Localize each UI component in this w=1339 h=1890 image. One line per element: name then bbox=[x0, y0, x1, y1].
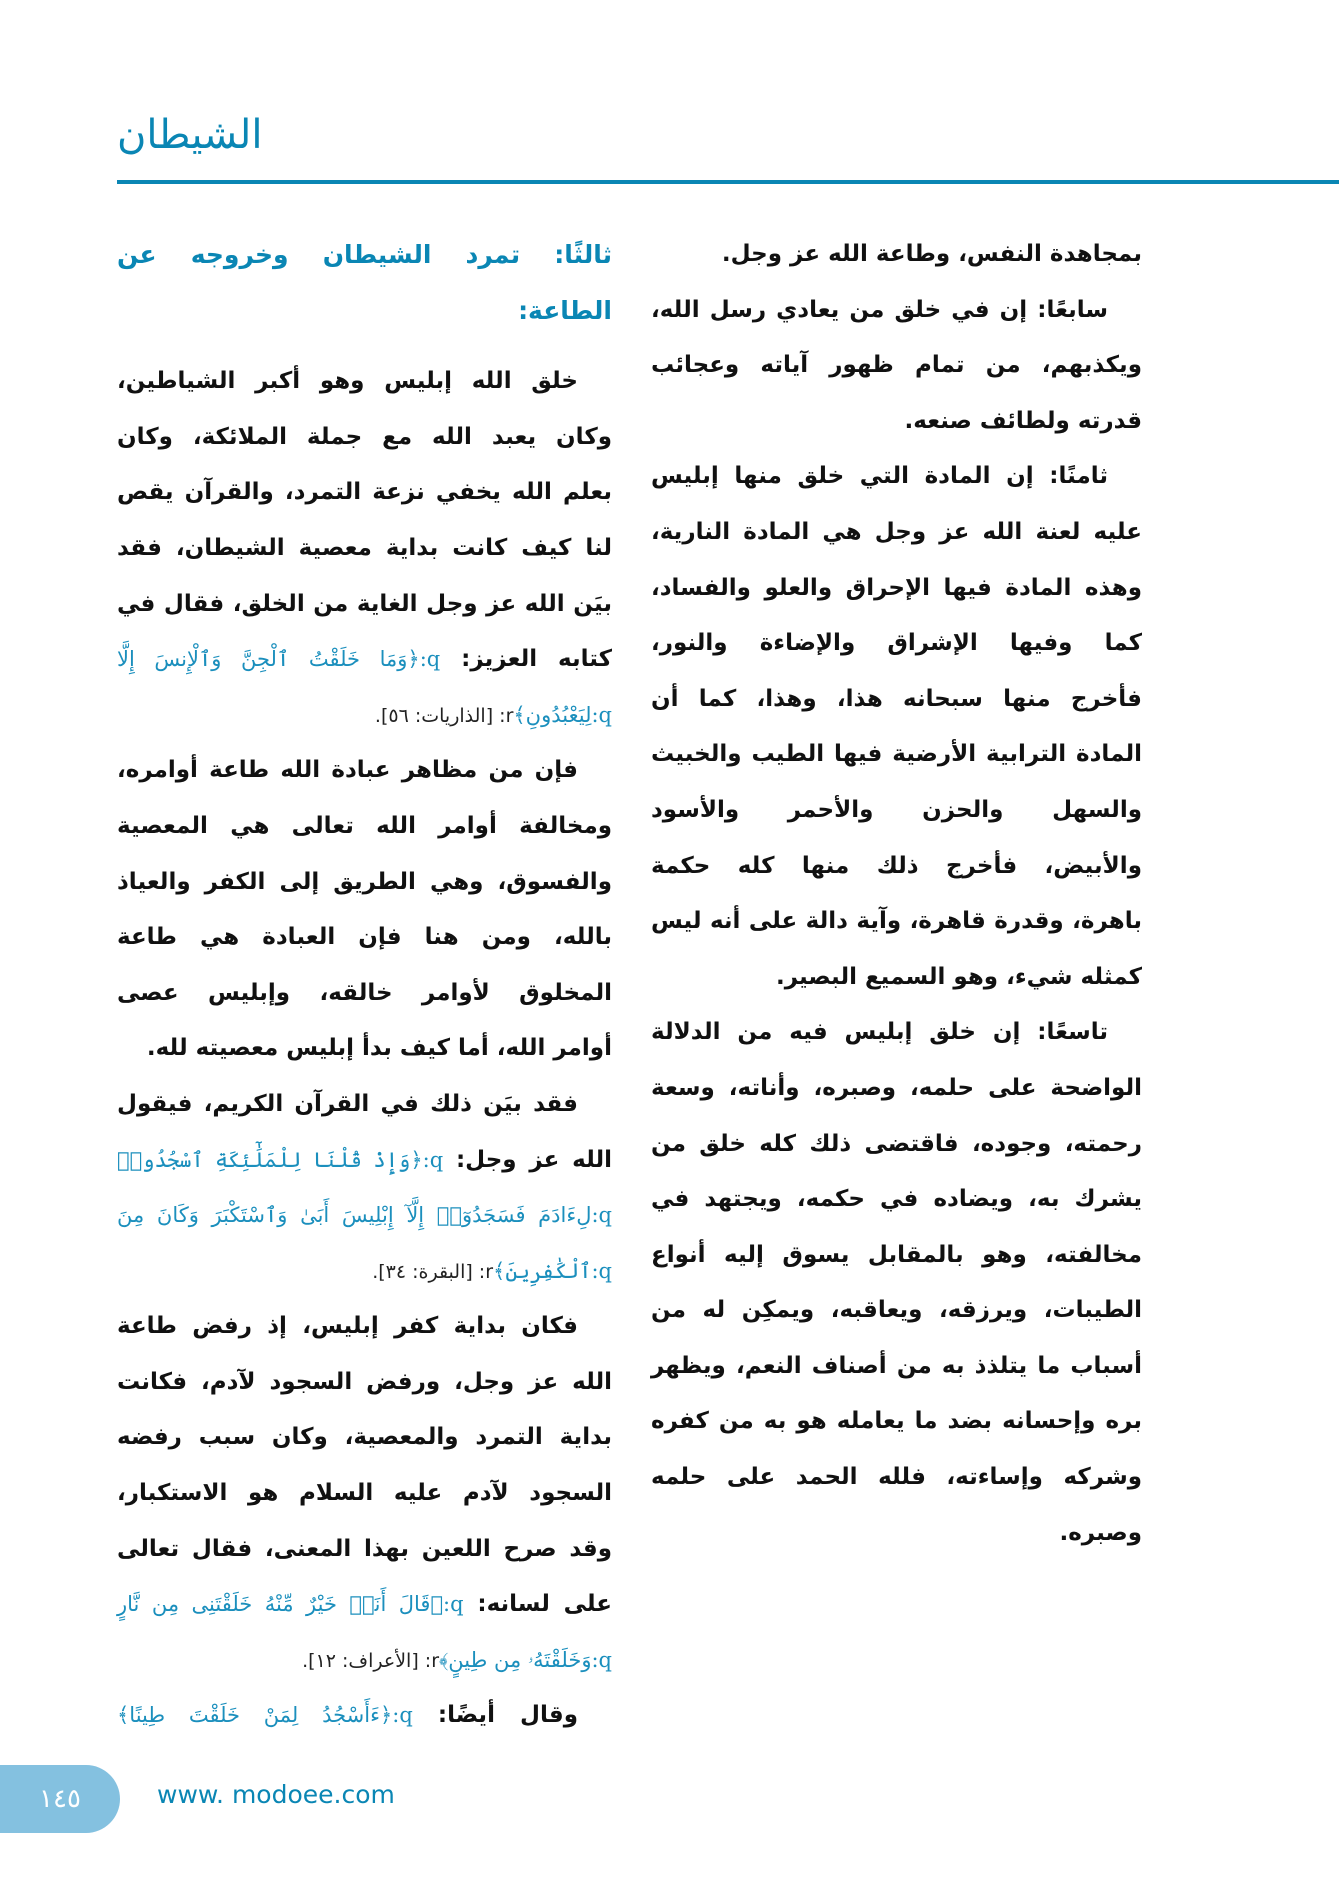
quran-verse: q:لِيَعْبُدُونِ﴾ bbox=[513, 702, 612, 727]
website-link[interactable]: www. modoee.com bbox=[157, 1780, 395, 1809]
body-text: بره وإحسانه بضد ما يعامله هو به من كفره bbox=[651, 1408, 1142, 1435]
body-text: بالله، ومن هنا فإن العبادة هي طاعة bbox=[117, 924, 612, 951]
text-line bbox=[651, 616, 1142, 672]
text-line bbox=[651, 561, 1142, 617]
text-line bbox=[117, 1466, 612, 1522]
text-line bbox=[651, 283, 1142, 339]
body-text: لنا كيف كانت بداية معصية الشيطان، فقد bbox=[117, 534, 612, 561]
text-line bbox=[651, 1228, 1142, 1284]
text-line bbox=[651, 1339, 1142, 1395]
quran-verse: q:﴿وَإِذْ قُلْنَا لِلْمَلَٰٓئِكَةِ ٱسْجُدُوا۟ bbox=[117, 1147, 444, 1172]
body-text: فقد بيَن ذلك في القرآن الكريم، فيقول bbox=[117, 1090, 578, 1117]
text-line bbox=[651, 505, 1142, 561]
body-text: وصبره. bbox=[1059, 1519, 1142, 1546]
text-line bbox=[117, 1688, 612, 1744]
section-heading bbox=[117, 227, 612, 338]
text-line bbox=[117, 966, 612, 1022]
body-text: كما وفيها الإشراق والإضاءة والنور، bbox=[651, 630, 1142, 657]
body-text: وقال أيضًا: bbox=[412, 1702, 578, 1729]
body-text: كمثله شيء، وهو السميع البصير. bbox=[775, 963, 1142, 990]
text-line bbox=[117, 1410, 612, 1466]
quran-verse: q:﴿وَمَا خَلَقْتُ ٱلْجِنَّ وَٱلْإِنسَ إِلَّا bbox=[117, 647, 441, 672]
text-line bbox=[117, 1355, 612, 1411]
quran-verse: q:ٱلْكَٰفِرِينَ﴾ bbox=[493, 1258, 612, 1283]
text-line bbox=[117, 1299, 612, 1355]
body-text: والسهل والحزن والأحمر والأسود bbox=[651, 796, 1142, 823]
text-line bbox=[117, 1577, 612, 1633]
body-text: بداية التمرد والمعصية، وكان سبب رفضه bbox=[117, 1424, 612, 1451]
text-line bbox=[651, 1005, 1142, 1061]
chapter-title: الشيطان bbox=[117, 112, 263, 158]
body-text: ويكذبهم، من تمام ظهور آياته وعجائب bbox=[651, 352, 1142, 379]
quran-verse: q:لِءَادَمَ فَسَجَدُوٓا۟ إِلَّآ إِبْلِيسَ أَبَىٰ وَٱسْتَكْبَرَ وَكَانَ مِنَ bbox=[117, 1203, 612, 1228]
body-text: وهذه المادة فيها الإحراق والعلو والفساد، bbox=[651, 574, 1142, 601]
body-text: باهرة، وقدرة قاهرة، وآية دالة على أنه ليس bbox=[651, 908, 1142, 935]
section-heading-line: الطاعة: bbox=[518, 295, 612, 325]
text-line bbox=[117, 1633, 612, 1689]
body-text: يشرك به، ويضاده في حكمه، ويجتهد في bbox=[651, 1186, 1142, 1213]
text-line bbox=[117, 1522, 612, 1578]
text-line bbox=[651, 727, 1142, 783]
quran-verse: q:﴿قَالَ أَنَا۠ خَيْرٌ مِّنْهُ خَلَقْتَنِى مِن نَّارٍ bbox=[117, 1592, 464, 1617]
left-column-body bbox=[117, 354, 612, 1744]
verse-reference: r: [الذاريات: ٥٦]. bbox=[374, 704, 514, 727]
text-line bbox=[651, 1172, 1142, 1228]
text-line bbox=[651, 1283, 1142, 1339]
text-line bbox=[117, 855, 612, 911]
body-text: الواضحة على حلمه، وصبره، وأناته، وسعة bbox=[651, 1074, 1142, 1101]
body-text: وشركه وإساءته، فلله الحمد على حلمه bbox=[651, 1464, 1142, 1491]
text-line bbox=[117, 632, 612, 688]
body-text: أوامر الله، أما كيف بدأ إبليس معصيته لله. bbox=[146, 1035, 612, 1062]
body-text: فأخرج منها سبحانه هذا، وهذا، كما أن bbox=[651, 685, 1142, 712]
text-line bbox=[651, 839, 1142, 895]
text-line bbox=[117, 743, 612, 799]
text-line bbox=[117, 688, 612, 744]
body-text: فإن من مظاهر عبادة الله طاعة أوامره، bbox=[117, 757, 578, 784]
body-text: السجود لآدم عليه السلام هو الاستكبار، bbox=[117, 1480, 612, 1507]
verse-reference: r: [الأعراف: ١٢]. bbox=[302, 1649, 439, 1672]
text-line bbox=[651, 1450, 1142, 1506]
body-text: الطيبات، ويرزقه، ويعاقبه، ويمكِن له من bbox=[651, 1297, 1142, 1324]
body-text: ومخالفة أوامر الله تعالى هي المعصية bbox=[117, 812, 612, 839]
body-text: والأبيض، فأخرج ذلك منها كله حكمة bbox=[651, 852, 1142, 879]
text-line bbox=[117, 799, 612, 855]
header-divider bbox=[117, 180, 1339, 184]
text-line bbox=[651, 227, 1142, 283]
body-text: بمجاهدة النفس، وطاعة الله عز وجل. bbox=[721, 241, 1142, 267]
text-line bbox=[651, 394, 1142, 450]
text-line bbox=[117, 1133, 612, 1189]
text-line bbox=[117, 1244, 612, 1300]
right-column bbox=[651, 227, 1142, 1561]
text-line bbox=[117, 410, 612, 466]
text-line bbox=[651, 1117, 1142, 1173]
body-text: سابعًا: إن في خلق من يعادي رسل الله، bbox=[651, 296, 1108, 323]
body-text: ثامنًا: إن المادة التي خلق منها إبليس bbox=[651, 463, 1108, 490]
body-text: رحمته، وجوده، فاقتضى ذلك كله خلق من bbox=[651, 1130, 1142, 1157]
quran-verse: q:﴿ءَأَسْجُدُ لِمَنْ خَلَقْتَ طِينًا﴾ bbox=[117, 1703, 413, 1728]
body-text: المادة الترابية الأرضية فيها الطيب والخبيث bbox=[651, 741, 1142, 768]
text-line bbox=[651, 783, 1142, 839]
verse-reference: r: [البقرة: ٣٤]. bbox=[372, 1260, 494, 1283]
body-text: وكان يعبد الله مع جملة الملائكة، وكان bbox=[117, 423, 612, 450]
body-text: بعلم الله يخفي نزعة التمرد، والقرآن يقص bbox=[117, 479, 612, 506]
text-line bbox=[117, 577, 612, 633]
text-line bbox=[117, 465, 612, 521]
body-text: أسباب ما يتلذذ به من أصناف النعم، ويظهر bbox=[651, 1352, 1142, 1379]
text-line bbox=[117, 1021, 612, 1077]
body-text: عليه لعنة الله عز وجل هي المادة النارية، bbox=[651, 518, 1142, 545]
text-line bbox=[651, 338, 1142, 394]
text-line bbox=[117, 1077, 612, 1133]
section-heading-line: ثالثًا: تمرد الشيطان وخروجه عن bbox=[117, 240, 612, 269]
text-line bbox=[117, 521, 612, 577]
left-column bbox=[117, 227, 612, 1744]
text-line bbox=[651, 950, 1142, 1006]
body-text: الله عز وجل: bbox=[443, 1146, 613, 1173]
text-line bbox=[651, 449, 1142, 505]
body-text: الله عز وجل، ورفض السجود لآدم، فكانت bbox=[117, 1368, 612, 1395]
body-text: قدرته ولطائف صنعه. bbox=[904, 407, 1142, 434]
page-number: ١٤٥ bbox=[0, 1765, 120, 1833]
body-text: خلق الله إبليس وهو أكبر الشياطين، bbox=[117, 368, 578, 395]
body-text: وقد صرح اللعين بهذا المعنى، فقال تعالى bbox=[117, 1535, 612, 1562]
body-text: بيَن الله عز وجل الغاية من الخلق، فقال في bbox=[117, 590, 612, 617]
body-text: تاسعًا: إن خلق إبليس فيه من الدلالة bbox=[651, 1019, 1108, 1046]
heading-gap bbox=[117, 338, 612, 354]
body-text: والفسوق، وهي الطريق إلى الكفر والعياذ bbox=[117, 868, 612, 895]
body-text: المخلوق لأوامر خالقه، وإبليس عصى bbox=[117, 979, 612, 1006]
body-text: على لسانه: bbox=[463, 1591, 612, 1618]
body-text: مخالفته، وهو بالمقابل يسوق إليه أنواع bbox=[651, 1241, 1142, 1268]
text-line bbox=[651, 894, 1142, 950]
text-line bbox=[651, 672, 1142, 728]
text-line bbox=[117, 910, 612, 966]
text-line bbox=[651, 1506, 1142, 1562]
quran-verse: q:وَخَلَقْتَهُۥ مِن طِينٍ﴾ bbox=[439, 1647, 612, 1672]
text-line bbox=[651, 1394, 1142, 1450]
body-text: فكان بداية كفر إبليس، إذ رفض طاعة bbox=[117, 1313, 578, 1340]
body-text: كتابه العزيز: bbox=[440, 646, 612, 673]
text-line bbox=[651, 1061, 1142, 1117]
text-line bbox=[117, 1188, 612, 1244]
text-line bbox=[117, 354, 612, 410]
